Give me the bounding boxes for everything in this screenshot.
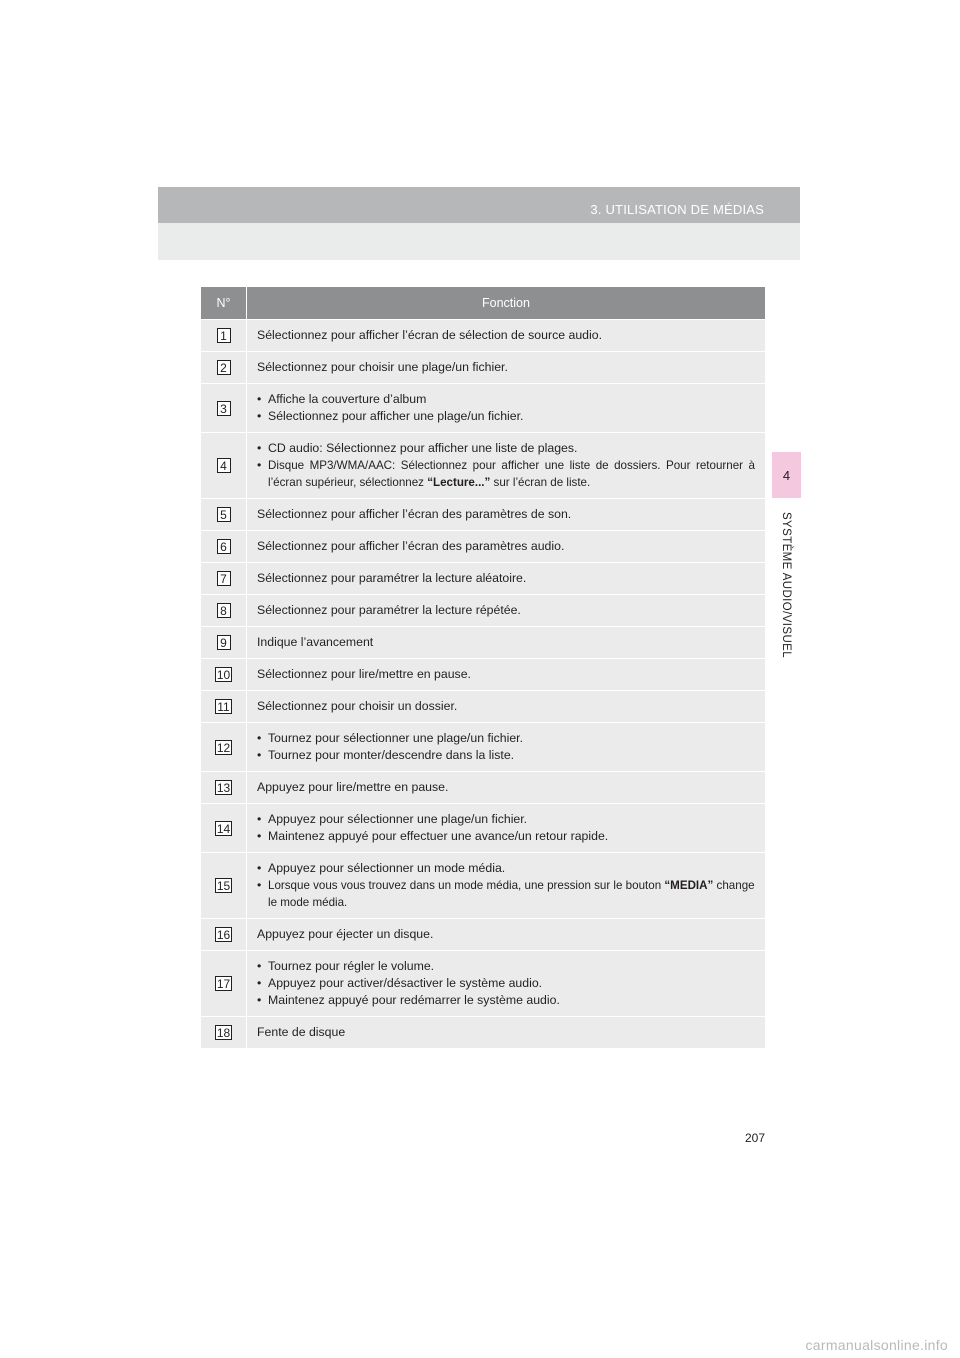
number-badge: 4 bbox=[217, 458, 231, 473]
row-description bbox=[247, 804, 766, 853]
row-description: Sélectionnez pour lire/mettre en pause. bbox=[247, 659, 766, 691]
row-description: Appuyez pour lire/mettre en pause. bbox=[247, 772, 766, 804]
row-description: Sélectionnez pour choisir une plage/un fichier. bbox=[247, 352, 766, 384]
bullet-text: Sélectionnez pour afficher une plage/un fichier. bbox=[268, 409, 524, 423]
bullet-icon: • bbox=[257, 392, 262, 406]
function-table bbox=[201, 287, 765, 1048]
section-title: 3. UTILISATION DE MÉDIAS bbox=[590, 202, 764, 217]
row-number-cell bbox=[201, 531, 247, 563]
row-number-cell bbox=[201, 772, 247, 804]
bullet-icon: • bbox=[257, 731, 262, 745]
bullet-text: Tournez pour monter/descendre dans la liste. bbox=[268, 748, 515, 762]
number-badge: 14 bbox=[216, 821, 231, 836]
row-description: Sélectionnez pour afficher l’écran des paramètres audio. bbox=[247, 531, 766, 563]
table-row bbox=[201, 919, 765, 951]
bullet-text bbox=[268, 877, 755, 911]
row-number-cell bbox=[201, 563, 247, 595]
bullet-icon: • bbox=[257, 861, 262, 875]
row-description bbox=[247, 384, 766, 433]
bullet-item bbox=[257, 992, 755, 1009]
bullet-text: Appuyez pour sélectionner une plage/un fichier. bbox=[268, 812, 528, 826]
row-description: Sélectionnez pour paramétrer la lecture aléatoire. bbox=[247, 563, 766, 595]
table-row bbox=[201, 433, 765, 499]
bold-label-media: “MEDIA” bbox=[664, 879, 714, 892]
table-row bbox=[201, 723, 765, 772]
row-number-cell bbox=[201, 804, 247, 853]
bullet-icon: • bbox=[257, 993, 262, 1007]
row-number-cell bbox=[201, 595, 247, 627]
number-badge: 11 bbox=[217, 700, 230, 714]
bullet-icon: • bbox=[257, 458, 262, 472]
bullet-item bbox=[257, 975, 755, 992]
row-number-cell bbox=[201, 320, 247, 352]
row-description: Appuyez pour éjecter un disque. bbox=[247, 919, 766, 951]
row-number-cell bbox=[201, 853, 247, 919]
header-bar bbox=[158, 187, 800, 223]
bullet-icon: • bbox=[257, 441, 262, 455]
table-header-row bbox=[201, 287, 765, 320]
bullet-item bbox=[257, 811, 755, 828]
number-badge: 5 bbox=[217, 507, 231, 522]
bullet-text: CD audio: Sélectionnez pour afficher une liste de plages. bbox=[268, 441, 578, 455]
bullet-item bbox=[257, 408, 755, 425]
table-row bbox=[201, 853, 765, 919]
table-row bbox=[201, 627, 765, 659]
chapter-number: 4 bbox=[782, 467, 791, 483]
bullet-item bbox=[257, 391, 755, 408]
bullet-text: Tournez pour sélectionner une plage/un fichier. bbox=[268, 731, 523, 745]
number-badge: 15 bbox=[216, 879, 231, 893]
bullet-icon: • bbox=[257, 829, 262, 843]
chapter-tab bbox=[772, 452, 801, 498]
page-number: 207 bbox=[745, 1131, 766, 1145]
row-number-cell bbox=[201, 951, 247, 1017]
chapter-label: SYSTÈME AUDIO/VISUEL bbox=[780, 511, 792, 659]
bold-label-lecture: “Lecture...” bbox=[427, 476, 491, 489]
row-number-cell bbox=[201, 723, 247, 772]
table-row bbox=[201, 531, 765, 563]
bullet-icon: • bbox=[257, 976, 262, 990]
table-row bbox=[201, 595, 765, 627]
table-row bbox=[201, 772, 765, 804]
row-number-cell bbox=[201, 352, 247, 384]
number-badge: 6 bbox=[217, 539, 231, 554]
table-row bbox=[201, 352, 765, 384]
row-description: Sélectionnez pour afficher l’écran des paramètres de son. bbox=[247, 499, 766, 531]
number-badge: 8 bbox=[217, 603, 231, 618]
row-description bbox=[247, 723, 766, 772]
table-row bbox=[201, 659, 765, 691]
table-row bbox=[201, 563, 765, 595]
table-row bbox=[201, 384, 765, 433]
bullet-text: Maintenez appuyé pour effectuer une avance/un retour rapide. bbox=[268, 829, 609, 843]
row-number-cell bbox=[201, 1017, 247, 1049]
row-description bbox=[247, 433, 766, 499]
row-description: Sélectionnez pour afficher l’écran de sélection de source audio. bbox=[247, 320, 766, 352]
row-number-cell bbox=[201, 384, 247, 433]
bullet-icon: • bbox=[257, 409, 262, 423]
row-description bbox=[247, 951, 766, 1017]
bullet-item bbox=[257, 457, 755, 491]
header-subbar bbox=[158, 223, 800, 260]
bullet-icon: • bbox=[257, 748, 262, 762]
bullet-text-part: sur l’écran de liste. bbox=[490, 476, 591, 489]
row-description: Sélectionnez pour choisir un dossier. bbox=[247, 691, 766, 723]
bullet-text-part: change le mode média. bbox=[268, 879, 755, 909]
number-badge: 12 bbox=[216, 740, 231, 755]
number-badge: 2 bbox=[217, 360, 231, 375]
number-badge: 18 bbox=[216, 1026, 231, 1040]
row-description: Indique l’avancement bbox=[247, 627, 766, 659]
bullet-text: Maintenez appuyé pour redémarrer le système audio. bbox=[268, 993, 560, 1007]
bullet-icon: • bbox=[257, 812, 262, 826]
number-badge: 9 bbox=[217, 635, 231, 650]
bullet-text: Affiche la couverture d’album bbox=[268, 392, 427, 406]
number-badge: 10 bbox=[216, 668, 231, 682]
table-row bbox=[201, 499, 765, 531]
bullet-text-part: Disque MP3/WMA/AAC: Sélectionnez pour afficher une liste de dossiers. Pour retourner à l’écran supérieur, sélectionnez bbox=[268, 459, 755, 489]
row-description: Fente de disque bbox=[247, 1017, 766, 1049]
bullet-text: Tournez pour régler le volume. bbox=[268, 959, 435, 973]
table-row bbox=[201, 951, 765, 1017]
number-badge: 3 bbox=[217, 401, 231, 416]
column-header-number: N° bbox=[201, 287, 247, 320]
table-row bbox=[201, 1017, 765, 1049]
number-badge: 7 bbox=[217, 571, 231, 586]
bullet-icon: • bbox=[257, 878, 262, 892]
row-description: Sélectionnez pour paramétrer la lecture répétée. bbox=[247, 595, 766, 627]
bullet-item bbox=[257, 877, 755, 911]
row-number-cell bbox=[201, 691, 247, 723]
column-header-function: Fonction bbox=[247, 287, 766, 320]
row-number-cell bbox=[201, 627, 247, 659]
bullet-item bbox=[257, 730, 755, 747]
bullet-text-part: Lorsque vous vous trouvez dans un mode média, une pression sur le bouton bbox=[268, 879, 665, 892]
watermark: carmanualsonline.info bbox=[805, 1337, 948, 1353]
number-badge: 1 bbox=[217, 328, 231, 343]
row-number-cell bbox=[201, 433, 247, 499]
table-row bbox=[201, 804, 765, 853]
row-number-cell bbox=[201, 499, 247, 531]
number-badge: 16 bbox=[216, 928, 231, 942]
number-badge: 13 bbox=[216, 781, 231, 795]
bullet-text bbox=[268, 457, 755, 491]
bullet-item bbox=[257, 747, 755, 764]
bullet-text: Appuyez pour activer/désactiver le système audio. bbox=[268, 976, 543, 990]
bullet-icon: • bbox=[257, 959, 262, 973]
row-number-cell bbox=[201, 919, 247, 951]
bullet-item bbox=[257, 440, 755, 457]
bullet-text: Appuyez pour sélectionner un mode média. bbox=[268, 861, 506, 875]
bullet-item bbox=[257, 828, 755, 845]
bullet-item bbox=[257, 860, 755, 877]
row-description bbox=[247, 853, 766, 919]
number-badge: 17 bbox=[216, 977, 231, 991]
row-number-cell bbox=[201, 659, 247, 691]
bullet-item bbox=[257, 958, 755, 975]
table-row bbox=[201, 320, 765, 352]
table-row bbox=[201, 691, 765, 723]
